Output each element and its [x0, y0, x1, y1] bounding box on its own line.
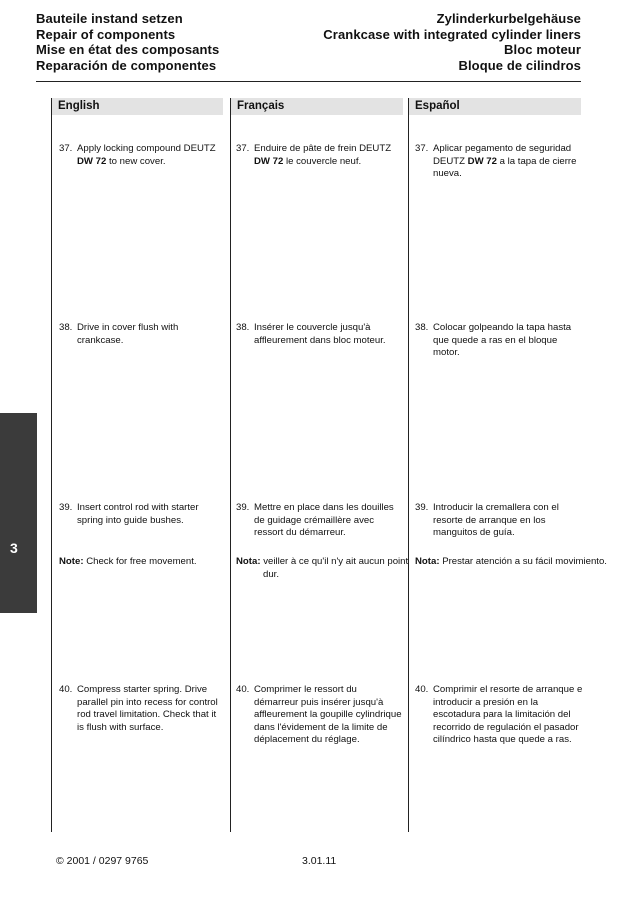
step-38-fr [236, 322, 401, 347]
step-39-en [59, 502, 219, 527]
step-number: 38. [415, 322, 429, 333]
step-number: 40. [59, 684, 73, 695]
step-text: Enduire de pâte de frein DEUTZ [254, 143, 392, 154]
step-39-es [415, 502, 575, 540]
header-title-fr: Mise en état des composants [36, 42, 220, 57]
chapter-number: 3 [10, 540, 18, 556]
step-text: Compress starter spring. Drive parallel pin into recess for control rod travel limitation. Check that it is flush with surface. [77, 684, 218, 733]
note-text: Check for free movement. [86, 556, 197, 567]
step-number: 39. [415, 502, 429, 513]
note-es [415, 556, 607, 569]
step-number: 37. [59, 143, 73, 154]
product-code: DW 72 [77, 155, 107, 167]
step-text: Introducir la cremallera con el resorte de arranque en los manguitos de guía. [433, 502, 559, 539]
header-title-de: Bauteile instand setzen [36, 11, 183, 26]
header-right [323, 11, 581, 73]
step-text: Aplicar pegamento de seguridad DEUTZ [433, 143, 572, 167]
note-text: Prestar atención a su fácil movimiento. [442, 556, 607, 567]
step-text: Insert control rod with starter spring into guide bushes. [77, 502, 199, 526]
header-divider [36, 81, 581, 82]
step-40-es [415, 684, 583, 747]
step-38-en [59, 322, 219, 347]
step-40-fr [236, 684, 402, 747]
step-number: 39. [236, 502, 250, 513]
chapter-tab [0, 413, 37, 613]
step-number: 37. [236, 143, 250, 154]
step-number: 40. [415, 684, 429, 695]
step-text: Mettre en place dans les douilles de guidage crémaillère avec ressort du démarreur. [254, 502, 394, 539]
column-divider [408, 98, 409, 832]
note-fr [236, 556, 423, 581]
product-code: DW 72 [254, 155, 284, 167]
header-subject-fr: Bloc moteur [504, 42, 581, 57]
note-text: veiller à ce qu'il n'y ait aucun point dur. [263, 556, 409, 580]
step-text: to new cover. [106, 155, 166, 167]
column-header-espanol: Español [409, 98, 581, 115]
note-label: Note: [59, 556, 84, 567]
column-divider [230, 98, 231, 832]
step-text: Insérer le couvercle jusqu'à affleurement dans bloc moteur. [254, 322, 386, 346]
step-37-fr [236, 143, 401, 168]
footer-page-number: 3.01.11 [302, 855, 337, 867]
step-number: 40. [236, 684, 250, 695]
note-label: Nota: [236, 556, 261, 567]
column-divider [51, 98, 52, 832]
header-subject-de: Zylinderkurbelgehäuse [436, 11, 581, 26]
header-left [36, 11, 219, 73]
step-text: a la tapa de cierre nueva. [433, 155, 577, 180]
step-number: 38. [236, 322, 250, 333]
footer-copyright: © 2001 / 0297 9765 [56, 855, 149, 867]
step-number: 38. [59, 322, 73, 333]
step-38-es [415, 322, 583, 360]
step-40-en [59, 684, 225, 734]
step-text: Apply locking compound DEUTZ [77, 143, 216, 154]
product-code: DW 72 [467, 155, 497, 167]
note-en [59, 556, 225, 569]
note-label: Nota: [415, 556, 440, 567]
step-text: le couvercle neuf. [283, 155, 362, 167]
header-title-es: Reparación de componentes [36, 57, 217, 73]
column-header-francais: Français [231, 98, 403, 115]
header-subject-en: Crankcase with integrated cylinder liners [323, 26, 581, 42]
step-text: Colocar golpeando la tapa hasta que quede a ras en el bloque motor. [433, 322, 572, 359]
step-39-fr [236, 502, 401, 540]
step-text: Comprimer le ressort du démarreur puis insérer jusqu'à affleurement la goupille cylindrique dans l'évidement de la limite de déplacement du réglage. [254, 684, 402, 746]
step-number: 39. [59, 502, 73, 513]
header-title-en: Repair of components [36, 26, 176, 42]
step-text: Comprimir el resorte de arranque e introducir a presión en la escotadura para la limitación del recorrido de regulación el pasador cilíndrico hasta que quede a ras. [433, 684, 583, 746]
column-header-english: English [52, 98, 223, 115]
step-number: 37. [415, 143, 429, 154]
step-text: Drive in cover flush with crankcase. [77, 322, 179, 346]
header-subject-es: Bloque de cilindros [458, 57, 581, 73]
step-37-en [59, 143, 224, 168]
step-37-es [415, 143, 580, 181]
